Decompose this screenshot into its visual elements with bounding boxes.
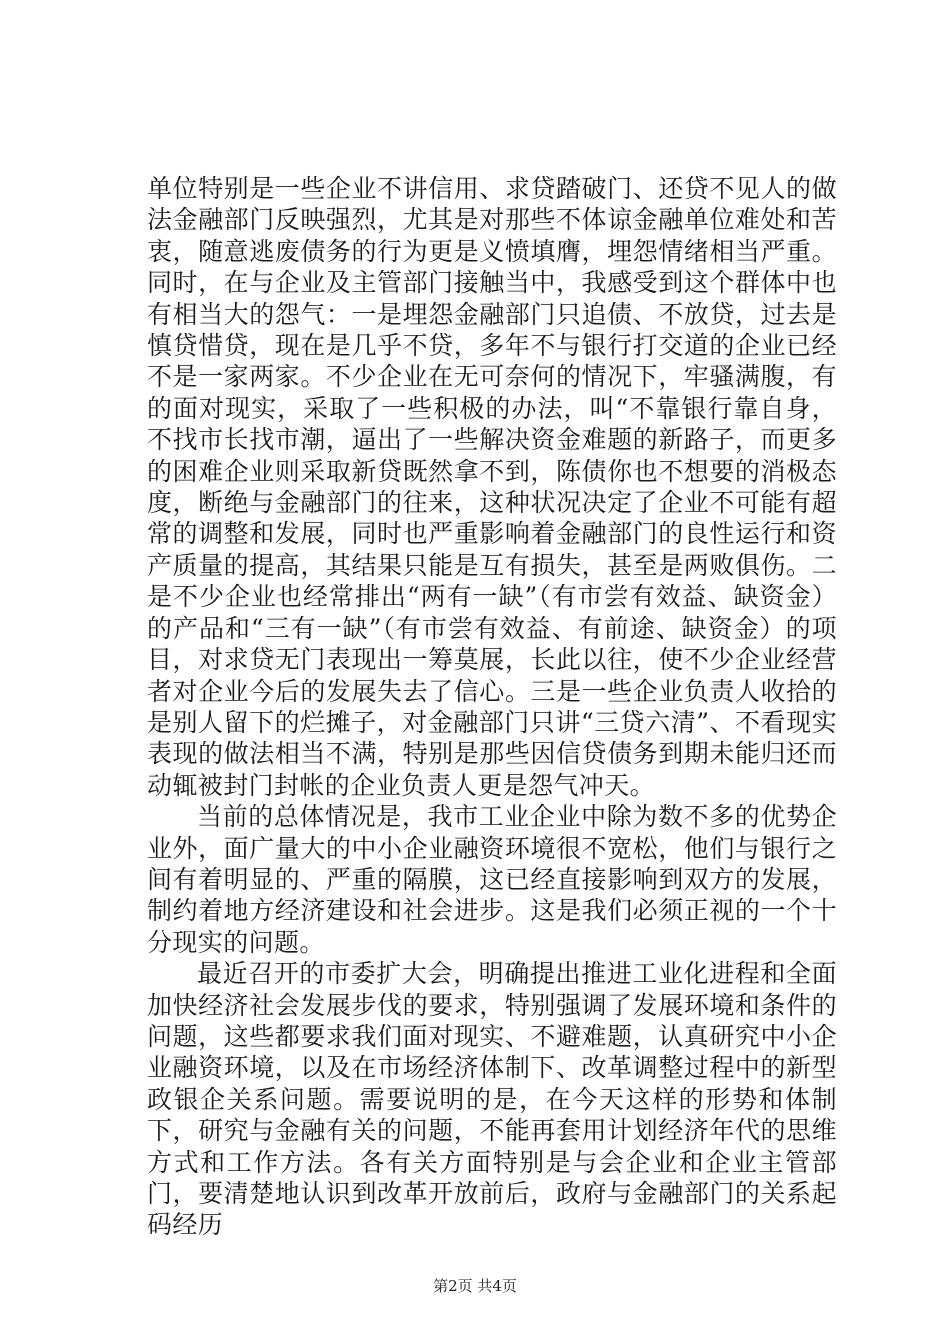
paragraph-2: 当前的总体情况是，我市工业企业中除为数不多的优势企业外，面广量大的中小企业融资环境很不宽松，他们与银行之间有着明显的、严重的隔膜，这已经直接影响到双方的发展，制约着地方经济建设和社会进步。这是我们必须正视的一个十分现实的问题。 (147, 802, 837, 957)
paragraph-3: 最近召开的市委扩大会，明确提出推进工业化进程和全面加快经济社会发展步伐的要求，特别强调了发展环境和条件的问题，这些都要求我们面对现实、不避难题，认真研究中小企业融资环境，以及在市场经济体制下、改革调整过程中的新型政银企关系问题。需要说明的是，在今天这样的形势和体制下，研究与金融有关的问题，不能再套用计划经济年代的思维方式和工作方法。各有关方面特别是与会企业和企业主管部门，要清楚地认识到改革开放前后，政府与金融部门的关系起码经历 (147, 959, 837, 1240)
document-body (147, 173, 837, 1241)
page-footer: 第2页 共4页 (433, 1277, 517, 1295)
paragraph-1: 单位特别是一些企业不讲信用、求贷踏破门、还贷不见人的做法金融部门反映强烈，尤其是对那些不体谅金融单位难处和苦衷，随意逃废债务的行为更是义愤填膺，埋怨情绪相当严重。同时，在与企业及主管部门接触当中，我感受到这个群体中也有相当大的怨气：一是埋怨金融部门只追债、不放贷，过去是慎贷惜贷，现在是几乎不贷，多年不与银行打交道的企业已经不是一家两家。不少企业在无可奈何的情况下，牢骚满腹，有的面对现实，采取了一些积极的办法，叫“不靠银行靠自身，不找市长找市潮，逼出了一些解决资金难题的新路子，而更多的困难企业则采取新贷既然拿不到，陈债你也不想要的消极态度，断绝与金融部门的往来，这种状况决定了企业不可能有超常的调整和发展，同时也严重影响着金融部门的良性运行和资产质量的提高，其结果只能是互有损失，甚至是两败俱伤。二是不少企业也经常排出“两有一缺”（有市尝有效益、缺资金）的产品和“三有一缺”（有市尝有效益、有前途、缺资金）的项目，对求贷无门表现出一筹莫展，长此以往，使不少企业经营者对企业今后的发展失去了信心。三是一些企业负责人收拾的是别人留下的烂摊子，对金融部门只讲“三贷六清”、不看现实表现的做法相当不满，特别是那些因信贷债务到期未能归还而动辄被封门封帐的企业负责人更是怨气冲天。 (147, 174, 837, 800)
